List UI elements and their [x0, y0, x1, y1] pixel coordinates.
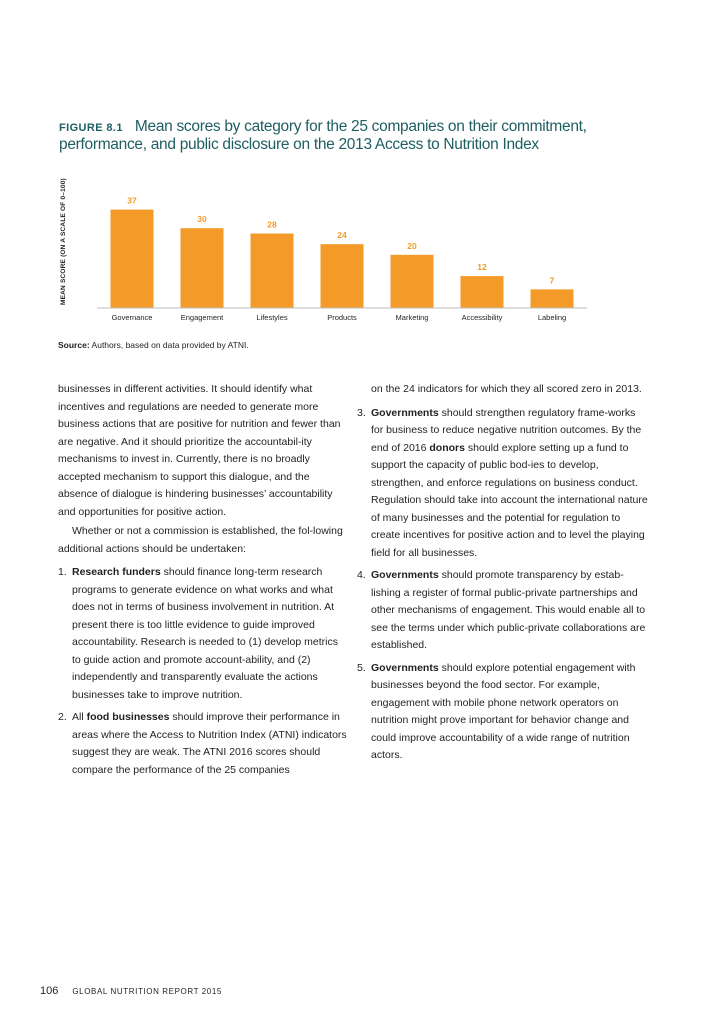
list-item — [58, 564, 349, 704]
paragraph: Whether or not a commission is established, the fol-lowing additional actions should be undertaken: — [58, 525, 343, 555]
bold-term: donors — [429, 441, 465, 454]
list-item — [357, 567, 648, 655]
page-number: 106 — [40, 985, 59, 997]
x-tick-label: Lifestyles — [256, 313, 288, 322]
data-label: 37 — [127, 195, 137, 206]
bar-chart — [0, 0, 724, 340]
list-number: 5. — [357, 661, 366, 674]
bold-term: Governments — [371, 661, 439, 674]
paragraph: on the 24 indicators for which they all scored zero in 2013. — [371, 383, 642, 395]
list-number: 1. — [58, 566, 67, 578]
list-text: should explore potential engagement with businesses beyond the food sector. For example, engagement with mobile phone network operators on nutrition might prove important for behavior change and could improve accountability of a wide range of nutrition actors. — [371, 661, 636, 761]
data-label: 30 — [197, 214, 207, 225]
source-label: Source: — [58, 340, 90, 350]
x-tick-label: Marketing — [395, 313, 429, 322]
figure-source — [58, 340, 249, 350]
data-label: 28 — [267, 219, 277, 230]
list-number: 2. — [58, 711, 67, 723]
bold-term: Research funders — [72, 566, 161, 578]
list-text: All — [72, 711, 87, 723]
bar-governance — [111, 210, 154, 308]
list-text: should explore setting up a fund to support the capacity of public bod-ies to develop, strengthen, and enforce regulations on business conduct. Regulation should take into account the international nature of many businesses and the potential for regulation to create incentives for positive action and to level the playing field for all businesses. — [371, 441, 648, 559]
list-item — [357, 660, 648, 765]
x-tick-label: Accessibility — [461, 313, 503, 322]
data-label: 7 — [549, 275, 555, 286]
bar-lifestyles — [251, 234, 294, 308]
x-tick-label: Governance — [111, 313, 153, 322]
x-tick-label: Labeling — [537, 313, 567, 322]
left-column — [58, 381, 349, 784]
y-axis-label: MEAN SCORE (ON A SCALE OF 0–100) — [60, 178, 67, 305]
list-text: should promote transparency by estab-lishing a register of formal public-private partnerships and other mechanisms of engagement. This would enable all to see the terms under which public-private collaborations are established. — [371, 569, 646, 651]
list-item — [357, 405, 648, 563]
bold-term: Governments — [371, 406, 439, 419]
bar-marketing — [391, 255, 434, 308]
list-text: should improve their performance in areas where the Access to Nutrition Index (ATNI) indicators suggest they are weak. The ATNI 2016 scores should compare the performance of the 25 companies — [72, 711, 347, 776]
action-list — [357, 405, 648, 765]
list-item — [58, 709, 349, 779]
paragraph: businesses in different activities. It should identify what incentives and regulations are needed to generate more business actions that are positive for nutrition and fewer than are negative. And it should prioritize the accountabil-ity mechanisms to invest in. Currently, there is no broadly accepted mechanism to support this dialogue, and the absence of dialogue is hindering businesses’ accountability and opportunities for positive action. — [58, 383, 341, 518]
source-text: Authors, based on data provided by ATNI. — [89, 340, 249, 350]
right-column — [357, 381, 648, 770]
bar-accessibility — [461, 276, 504, 308]
bar-engagement — [181, 228, 224, 308]
list-text: should finance long-term research programs to generate evidence on what works and what does not in terms of business involvement in nutrition. At present there is too little evidence to guide improved accountability. Research is needed to (1) develop metrics to guide action and promote account-ability, and (2) independently and transparently evaluate the actions businesses take to improve nutrition. — [72, 566, 338, 701]
x-tick-label: Products — [327, 313, 357, 322]
figure-heading: Mean scores by category for the 25 companies on their commitment, performance, and public disclosure on the 2013 Access to Nutrition Index — [59, 118, 587, 153]
bar-labeling — [531, 289, 574, 308]
data-label: 12 — [477, 262, 487, 273]
bar-products — [321, 244, 364, 308]
list-text: should strengthen regulatory frame-works for business to reduce negative nutrition outcomes. By the end of 2016 — [371, 406, 642, 454]
list-number: 4. — [357, 569, 366, 581]
x-tick-label: Engagement — [180, 313, 224, 322]
bold-term: Governments — [371, 569, 439, 581]
figure-label: FIGURE 8.1 — [59, 122, 123, 134]
data-label: 24 — [337, 230, 347, 241]
page-footer — [40, 985, 222, 997]
publication-name: GLOBAL NUTRITION REPORT 2015 — [72, 987, 222, 996]
bold-term: food businesses — [86, 711, 170, 723]
action-list — [58, 564, 349, 779]
data-label: 20 — [407, 240, 417, 251]
list-number: 3. — [357, 406, 366, 419]
